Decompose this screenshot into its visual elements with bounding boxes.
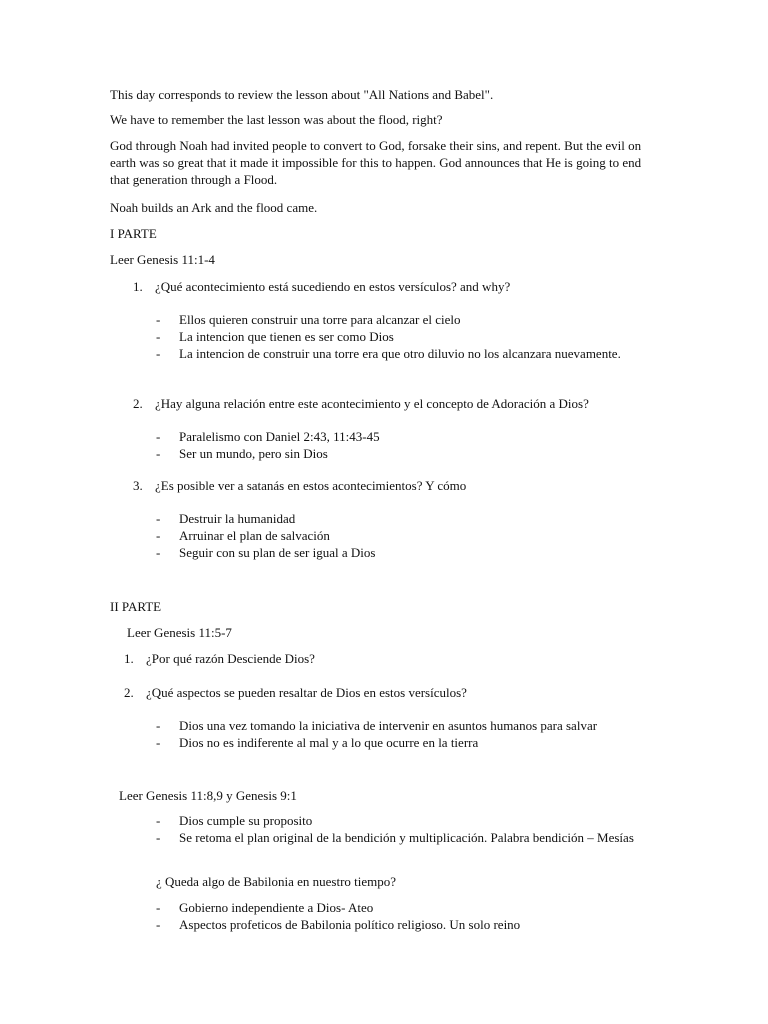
part1-q2-number: 2.: [133, 396, 143, 411]
bullet-dash: -: [156, 718, 161, 733]
part1-q3-number: 3.: [133, 478, 143, 493]
part2-q2-bullet-1: Dios una vez tomando la iniciativa de intervenir en asuntos humanos para salvar: [179, 718, 598, 733]
part1-q1-bullet-3: La intencion de construir una torre era que otro diluvio no los alcanzara nuevamente.: [179, 346, 621, 361]
part1-q3-bullet-3: Seguir con su plan de ser igual a Dios: [179, 545, 376, 560]
bullet-dash: -: [156, 346, 161, 361]
part1-q2-text: ¿Hay alguna relación entre este acontecimiento y el concepto de Adoración a Dios?: [155, 396, 589, 411]
bullet-dash: -: [156, 329, 161, 344]
part2-q2-text: ¿Qué aspectos se pueden resaltar de Dios en estos versículos?: [146, 685, 467, 700]
part2-q3-bullet-1: Gobierno independiente a Dios- Ateo: [179, 900, 374, 915]
intro-paragraph-3: God through Noah had invited people to convert to God, forsake their sins, and repent. But the evil on earth was so great that it made it impossible for this to happen. God announces that He is going to end that generation through a Flood.: [110, 138, 642, 187]
intro-paragraph-4: Noah builds an Ark and the flood came.: [110, 200, 318, 215]
part2-q2-number: 2.: [124, 685, 134, 700]
bullet-dash: -: [156, 813, 161, 828]
intro-paragraph-2: We have to remember the last lesson was about the flood, right?: [110, 112, 443, 127]
part2-q3-bullet-2: Aspectos profeticos de Babilonia político religioso. Un solo reino: [179, 917, 521, 932]
part2-heading: II PARTE: [110, 599, 162, 614]
part1-q1-bullet-2: La intencion que tienen es ser como Dios: [179, 329, 394, 344]
part2-reading: Leer Genesis 11:5-7: [127, 625, 232, 640]
part1-q3-text: ¿Es posible ver a satanás en estos acontecimientos? Y cómo: [155, 478, 467, 493]
bullet-dash: -: [156, 446, 161, 461]
part1-q1-number: 1.: [133, 279, 143, 294]
bullet-dash: -: [156, 545, 161, 560]
part1-q2-bullet-1: Paralelismo con Daniel 2:43, 11:43-45: [179, 429, 380, 444]
part2-q2-bullet-2: Dios no es indiferente al mal y a lo que ocurre en la tierra: [179, 735, 479, 750]
bullet-dash: -: [156, 917, 161, 932]
bullet-dash: -: [156, 735, 161, 750]
part2-q1-number: 1.: [124, 651, 134, 666]
bullet-dash: -: [156, 900, 161, 915]
bullet-dash: -: [156, 312, 161, 327]
part1-q2-bullet-2: Ser un mundo, pero sin Dios: [179, 446, 328, 461]
part2-reading-2: Leer Genesis 11:8,9 y Genesis 9:1: [119, 788, 297, 803]
bullet-dash: -: [156, 511, 161, 526]
part2-reading2-bullet-2: Se retoma el plan original de la bendición y multiplicación. Palabra bendición – Mesías: [179, 830, 634, 845]
part2-reading2-bullet-1: Dios cumple su proposito: [179, 813, 313, 828]
intro-paragraph-1: This day corresponds to review the lesson about "All Nations and Babel".: [110, 87, 494, 102]
part2-question-3: ¿ Queda algo de Babilonia en nuestro tiempo?: [156, 874, 397, 889]
part1-q3-bullet-2: Arruinar el plan de salvación: [179, 528, 330, 543]
bullet-dash: -: [156, 830, 161, 845]
bullet-dash: -: [156, 429, 161, 444]
part1-heading: I PARTE: [110, 226, 157, 241]
part1-q3-bullet-1: Destruir la humanidad: [179, 511, 296, 526]
bullet-dash: -: [156, 528, 161, 543]
part2-q1-text: ¿Por qué razón Desciende Dios?: [146, 651, 315, 666]
part1-q1-text: ¿Qué acontecimiento está sucediendo en estos versículos? and why?: [155, 279, 511, 294]
part1-q1-bullet-1: Ellos quieren construir una torre para alcanzar el cielo: [179, 312, 461, 327]
part1-reading: Leer Genesis 11:1-4: [110, 252, 215, 267]
